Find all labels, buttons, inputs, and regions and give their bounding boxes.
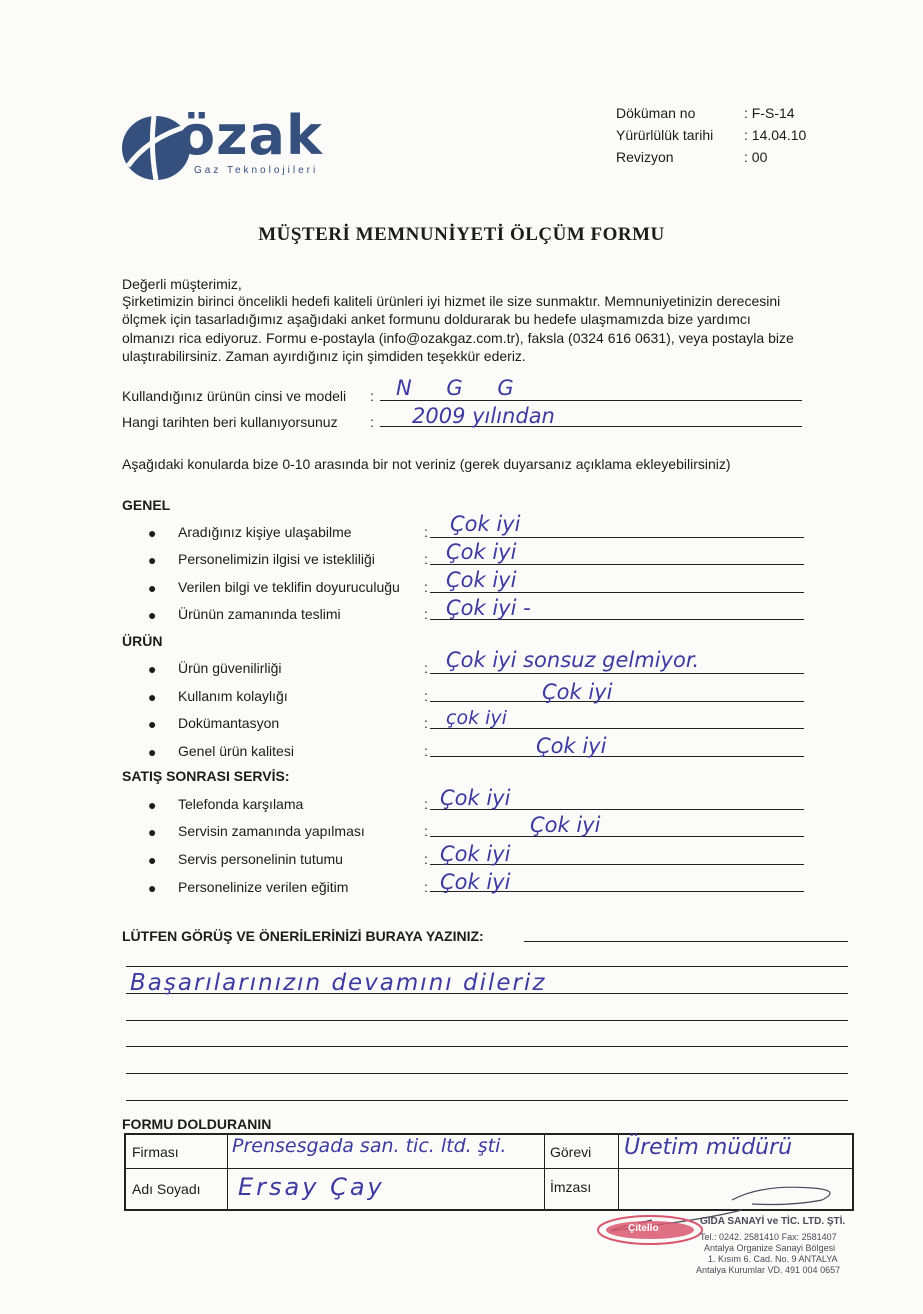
firm-label: Firması xyxy=(132,1144,179,1160)
answer-line[interactable] xyxy=(430,836,804,837)
bullet-icon: ● xyxy=(148,689,157,705)
revision-value: : 00 xyxy=(744,149,768,165)
item-label: Genel ürün kalitesi xyxy=(178,743,294,759)
answer-value: Çok iyi - xyxy=(446,596,531,620)
answer-line[interactable] xyxy=(430,756,804,757)
colon: : xyxy=(424,823,428,839)
answer-value: Çok iyi xyxy=(530,813,601,837)
table-divider xyxy=(544,1135,545,1209)
usage-since-value: 2009 yılından xyxy=(412,404,555,428)
colon: : xyxy=(424,879,428,895)
logo-tagline: Gaz Teknolojileri xyxy=(194,165,319,176)
feedback-line[interactable] xyxy=(126,1100,848,1101)
company-stamp xyxy=(592,1180,882,1280)
bullet-icon: ● xyxy=(148,607,157,623)
section-title-general: GENEL xyxy=(122,497,171,513)
intro-line: ölçmek için tasarladığımız aşağıdaki anket formunu doldurarak bu hedefe ulaşmamızda bize yardımcı xyxy=(122,311,751,327)
name-value[interactable]: Ersay Çay xyxy=(238,1173,385,1201)
bullet-icon: ● xyxy=(148,744,157,760)
item-label: Servis personelinin tutumu xyxy=(178,851,343,867)
item-label: Personelimizin ilgisi ve istekliliği xyxy=(178,551,375,567)
item-label: Ürünün zamanında teslimi xyxy=(178,606,341,622)
item-label: Telefonda karşılama xyxy=(178,796,304,812)
section-title-product: ÜRÜN xyxy=(122,633,163,649)
item-label: Kullanım kolaylığı xyxy=(178,688,288,704)
colon: : xyxy=(370,388,374,404)
item-label: Aradığınız kişiye ulaşabilme xyxy=(178,524,352,540)
doc-number-value: : F-S-14 xyxy=(744,105,795,121)
answer-value: Çok iyi sonsuz gelmiyor. xyxy=(446,648,700,672)
answer-value: Çok iyi xyxy=(440,870,511,894)
stamp-phone: Tel.: 0242. 2581410 Fax: 2581407 xyxy=(700,1232,837,1242)
bullet-icon: ● xyxy=(148,716,157,732)
bullet-icon: ● xyxy=(148,880,157,896)
logo-wordmark: özak xyxy=(178,104,323,167)
product-model-label: Kullandığınız ürünün cinsi ve modeli xyxy=(122,388,347,404)
answer-value: Çok iyi xyxy=(542,680,613,704)
answer-value: Çok iyi xyxy=(446,568,517,592)
stamp-address: Antalya Organize Sanayi Bölgesi xyxy=(704,1243,836,1253)
filler-heading: FORMU DOLDURANIN xyxy=(122,1116,272,1132)
item-label: Servisin zamanında yapılması xyxy=(178,823,365,839)
feedback-label: LÜTFEN GÖRÜŞ VE ÖNERİLERİNİZİ BURAYA YAZINIZ: xyxy=(122,928,484,944)
colon: : xyxy=(424,743,428,759)
answer-value: Çok iyi xyxy=(536,734,607,758)
colon: : xyxy=(370,414,374,430)
effective-date-label: Yürürlülük tarihi xyxy=(616,127,714,143)
colon: : xyxy=(424,851,428,867)
revision-label: Revizyon xyxy=(616,149,674,165)
answer-value: Çok iyi xyxy=(446,540,517,564)
name-label: Adı Soyadı xyxy=(132,1181,201,1197)
firm-value[interactable]: Prensesgada san. tic. ltd. şti. xyxy=(232,1135,507,1157)
feedback-line[interactable] xyxy=(524,941,848,942)
item-label: Ürün güvenilirliği xyxy=(178,660,282,676)
bullet-icon: ● xyxy=(148,580,157,596)
feedback-line[interactable] xyxy=(126,966,848,967)
answer-line[interactable] xyxy=(430,673,804,674)
item-label: Dokümantasyon xyxy=(178,715,280,731)
intro-greeting: Değerli müşterimiz, xyxy=(122,276,242,292)
answer-line[interactable] xyxy=(430,592,804,593)
table-divider xyxy=(126,1168,852,1169)
answer-line[interactable] xyxy=(430,564,804,565)
colon: : xyxy=(424,688,428,704)
intro-line: ulaştırabilirsiniz. Zaman ayırdığınız için şimdiden teşekkür ederiz. xyxy=(122,348,526,364)
rating-instruction: Aşağıdaki konularda bize 0-10 arasında bir not veriniz (gerek duyarsanız açıklama ekleyebilirsiniz) xyxy=(122,456,731,472)
bullet-icon: ● xyxy=(148,552,157,568)
answer-value: Çok iyi xyxy=(450,512,521,536)
product-model-line[interactable] xyxy=(380,400,802,401)
bullet-icon: ● xyxy=(148,661,157,677)
answer-line[interactable] xyxy=(430,701,804,702)
feedback-text: Başarılarınızın devamını dileriz xyxy=(130,970,547,996)
answer-value: Çok iyi xyxy=(440,786,511,810)
role-label: Görevi xyxy=(550,1144,592,1160)
stamp-brand: Çitello xyxy=(628,1223,659,1234)
doc-number-label: Döküman no xyxy=(616,105,696,121)
item-label: Personelinize verilen eğitim xyxy=(178,879,349,895)
colon: : xyxy=(424,579,428,595)
intro-line: olmanızı rica ediyoruz. Formu e-postayla (info@ozakgaz.com.tr), faksla (0324 616 0631), veya postayla bize xyxy=(122,330,794,346)
product-model-value: N G G xyxy=(396,376,528,400)
feedback-line[interactable] xyxy=(126,1046,848,1047)
item-label: Verilen bilgi ve teklifin doyuruculuğu xyxy=(178,579,400,595)
stamp-address: 1. Kısım 6. Cad. No. 9 ANTALYA xyxy=(708,1254,838,1264)
stamp-company: GIDA SANAYİ ve TİC. LTD. ŞTİ. xyxy=(700,1216,846,1227)
table-divider xyxy=(227,1135,228,1209)
signature-label: İmzası xyxy=(550,1179,592,1195)
stamp-tax: Antalya Kurumlar VD. 491 004 0657 xyxy=(696,1265,841,1275)
bullet-icon: ● xyxy=(148,852,157,868)
bullet-icon: ● xyxy=(148,824,157,840)
role-value[interactable]: Üretim müdürü xyxy=(624,1135,793,1160)
colon: : xyxy=(424,796,428,812)
colon: : xyxy=(424,660,428,676)
colon: : xyxy=(424,606,428,622)
bullet-icon: ● xyxy=(148,525,157,541)
intro-line: Şirketimizin birinci öncelikli hedefi kaliteli ürünleri iyi hizmet ile size sunmaktır. Memnuniyetinizin derecesini xyxy=(122,293,781,309)
answer-line[interactable] xyxy=(430,537,804,538)
feedback-line[interactable] xyxy=(126,1073,848,1074)
form-title: MÜŞTERİ MEMNUNİYETİ ÖLÇÜM FORMU xyxy=(258,224,665,245)
usage-since-label: Hangi tarihten beri kullanıyorsunuz xyxy=(122,414,338,430)
colon: : xyxy=(424,715,428,731)
answer-value: Çok iyi xyxy=(440,842,511,866)
section-title-after-sales: SATIŞ SONRASI SERVİS: xyxy=(122,768,290,784)
colon: : xyxy=(424,551,428,567)
answer-value: çok iyi xyxy=(446,707,507,729)
effective-date-value: : 14.04.10 xyxy=(744,127,807,143)
feedback-line[interactable] xyxy=(126,1020,848,1021)
colon: : xyxy=(424,524,428,540)
bullet-icon: ● xyxy=(148,797,157,813)
